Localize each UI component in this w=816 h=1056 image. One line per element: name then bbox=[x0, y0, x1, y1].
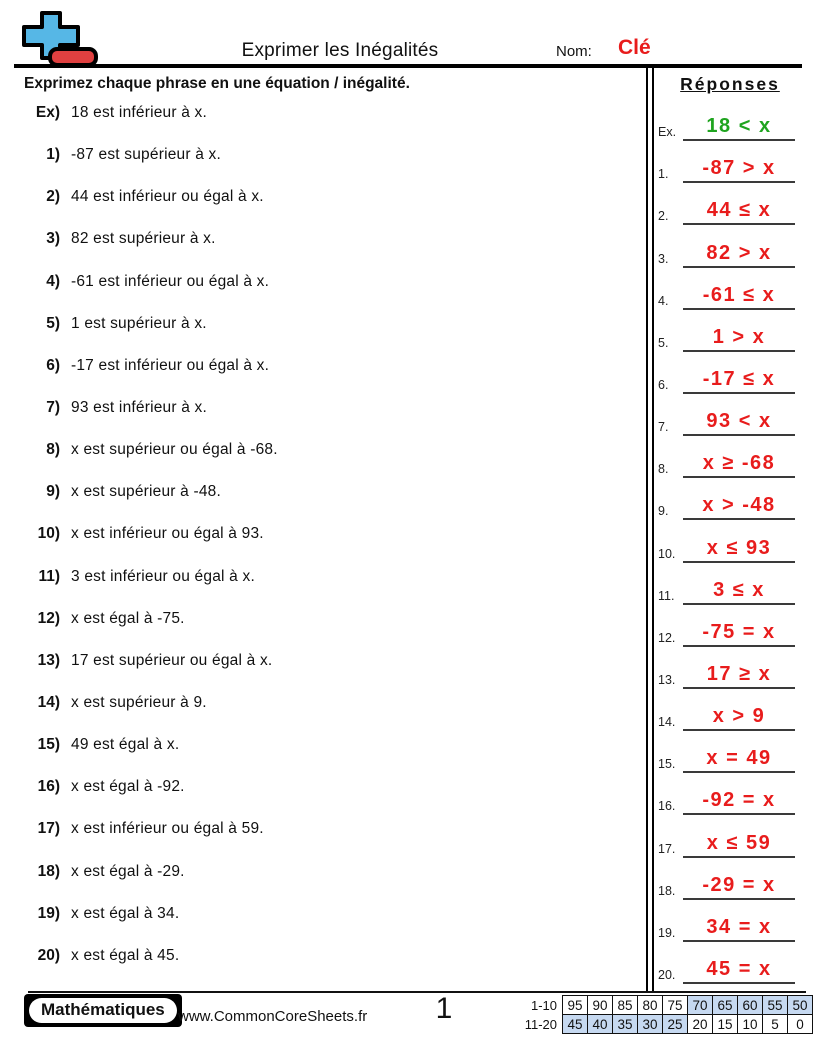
answer-number: 2. bbox=[658, 209, 669, 224]
answer-row bbox=[656, 441, 808, 483]
answer-row bbox=[656, 947, 808, 989]
answer-number: 5. bbox=[658, 335, 669, 350]
problem-row bbox=[22, 568, 632, 610]
answer-row bbox=[656, 652, 808, 694]
problem-row bbox=[22, 863, 632, 905]
problem-row bbox=[22, 652, 632, 694]
answer-number: 15. bbox=[658, 757, 676, 772]
answer-blank-line bbox=[683, 181, 795, 183]
answer-blank-line bbox=[683, 645, 795, 647]
answer-number: 20. bbox=[658, 967, 676, 982]
problem-text: 44 est inférieur ou égal à x. bbox=[71, 188, 264, 206]
answer-blank-line bbox=[683, 982, 795, 984]
answer-number: 8. bbox=[658, 462, 669, 477]
answer-number: 6. bbox=[658, 377, 669, 392]
answer-blank-line bbox=[683, 561, 795, 563]
answer-row bbox=[656, 315, 808, 357]
problem-text: x est égal à 34. bbox=[71, 904, 180, 922]
problem-number: 12) bbox=[37, 609, 60, 627]
problem-text: x est égal à 45. bbox=[71, 946, 180, 964]
problem-number: 8) bbox=[46, 441, 60, 459]
answer-number: 3. bbox=[658, 251, 669, 266]
answer-number: 10. bbox=[658, 546, 676, 561]
score-cell: 65 bbox=[713, 996, 738, 1015]
answer-row bbox=[656, 905, 808, 947]
problem-number: 14) bbox=[37, 693, 60, 711]
problem-text: x est égal à -29. bbox=[71, 862, 185, 880]
answer-value: 44 ≤ x bbox=[706, 199, 772, 222]
problem-text: -61 est inférieur ou égal à x. bbox=[71, 272, 270, 290]
answer-row bbox=[656, 863, 808, 905]
problem-text: 93 est inférieur à x. bbox=[71, 398, 208, 416]
answer-row bbox=[656, 820, 808, 862]
answer-row bbox=[656, 694, 808, 736]
problem-row bbox=[22, 146, 632, 188]
answer-row bbox=[656, 483, 808, 525]
problem-text: x est supérieur ou égal à -68. bbox=[71, 441, 278, 459]
problem-row bbox=[22, 778, 632, 820]
score-row bbox=[512, 996, 813, 1015]
problem-text: -17 est inférieur ou égal à x. bbox=[71, 356, 270, 374]
problem-text: x est supérieur à 9. bbox=[71, 693, 207, 711]
answer-blank-line bbox=[683, 308, 795, 310]
answer-value: 1 > x bbox=[712, 325, 766, 348]
score-cell: 95 bbox=[563, 996, 588, 1015]
score-range-label: 11-20 bbox=[512, 1015, 563, 1034]
problem-row bbox=[22, 230, 632, 272]
answer-blank-line bbox=[683, 603, 795, 605]
problem-text: x est égal à -92. bbox=[71, 778, 185, 796]
problem-number: 7) bbox=[46, 398, 60, 416]
answer-row bbox=[656, 736, 808, 778]
problem-number: 6) bbox=[46, 356, 60, 374]
answer-number: 12. bbox=[658, 630, 676, 645]
answers-column bbox=[656, 104, 808, 989]
answer-row bbox=[656, 399, 808, 441]
answer-number: 18. bbox=[658, 883, 676, 898]
problem-number: 13) bbox=[37, 651, 60, 669]
problem-row bbox=[22, 315, 632, 357]
answer-blank-line bbox=[683, 518, 795, 520]
answer-value: -17 ≤ x bbox=[702, 367, 776, 390]
score-cell: 10 bbox=[738, 1015, 763, 1034]
answer-value: x > 9 bbox=[712, 705, 766, 728]
footer-divider bbox=[28, 991, 806, 993]
answer-value: 82 > x bbox=[706, 241, 772, 264]
answer-value: 17 ≥ x bbox=[706, 662, 772, 685]
score-cell: 25 bbox=[663, 1015, 688, 1034]
problem-row bbox=[22, 820, 632, 862]
problem-text: x est égal à -75. bbox=[71, 609, 185, 627]
problem-text: x est supérieur à -48. bbox=[71, 483, 222, 501]
problem-row bbox=[22, 736, 632, 778]
problem-number: 15) bbox=[37, 736, 60, 754]
answer-row bbox=[656, 146, 808, 188]
answer-row bbox=[656, 188, 808, 230]
problem-number: 2) bbox=[46, 188, 60, 206]
answer-number: 9. bbox=[658, 504, 669, 519]
answer-value: 45 = x bbox=[706, 957, 772, 980]
answer-blank-line bbox=[683, 729, 795, 731]
answer-number: 11. bbox=[658, 588, 675, 603]
score-cell: 90 bbox=[588, 996, 613, 1015]
header-divider bbox=[14, 64, 802, 68]
score-cell: 60 bbox=[738, 996, 763, 1015]
answer-value: -92 = x bbox=[702, 789, 776, 812]
problem-text: 18 est inférieur à x. bbox=[71, 104, 208, 121]
problem-number: 19) bbox=[37, 904, 60, 922]
problem-number: 3) bbox=[46, 230, 60, 248]
answer-row bbox=[656, 778, 808, 820]
problem-row bbox=[22, 104, 632, 146]
answer-row bbox=[656, 568, 808, 610]
score-cell: 35 bbox=[613, 1015, 638, 1034]
problems-column bbox=[22, 104, 632, 989]
problem-number: 16) bbox=[37, 778, 60, 796]
problem-row bbox=[22, 188, 632, 230]
score-cell: 80 bbox=[638, 996, 663, 1015]
problem-row bbox=[22, 357, 632, 399]
score-cell: 75 bbox=[663, 996, 688, 1015]
problem-text: 82 est supérieur à x. bbox=[71, 230, 216, 248]
score-range-label: 1-10 bbox=[512, 996, 563, 1015]
answer-blank-line bbox=[683, 392, 795, 394]
page-title: Exprimer les Inégalités bbox=[241, 40, 439, 61]
score-cell: 15 bbox=[713, 1015, 738, 1034]
answer-blank-line bbox=[683, 434, 795, 436]
website-link[interactable]: www.CommonCoreSheets.fr bbox=[178, 1008, 368, 1025]
answer-value: x > -48 bbox=[702, 494, 776, 517]
answer-blank-line bbox=[683, 771, 795, 773]
answer-row bbox=[656, 610, 808, 652]
answer-blank-line bbox=[683, 813, 795, 815]
answer-value: x ≤ 59 bbox=[706, 831, 772, 854]
problem-number: 1) bbox=[46, 146, 60, 164]
problem-number: 10) bbox=[37, 525, 60, 543]
answer-number: 7. bbox=[658, 420, 669, 435]
answer-value: x ≥ -68 bbox=[702, 452, 776, 475]
problem-number: 17) bbox=[37, 820, 60, 838]
problem-text: 49 est égal à x. bbox=[71, 736, 180, 754]
problem-text: x est inférieur ou égal à 93. bbox=[71, 525, 264, 543]
answer-value: 93 < x bbox=[706, 410, 772, 433]
score-cell: 50 bbox=[788, 996, 813, 1015]
answer-blank-line bbox=[683, 139, 795, 141]
answer-number: 13. bbox=[658, 672, 676, 687]
problem-row bbox=[22, 525, 632, 567]
answer-row bbox=[656, 273, 808, 315]
answer-blank-line bbox=[683, 940, 795, 942]
problem-number: 11) bbox=[38, 567, 60, 585]
answer-blank-line bbox=[683, 266, 795, 268]
answers-header: Réponses bbox=[680, 74, 780, 94]
score-cell: 30 bbox=[638, 1015, 663, 1034]
problem-text: 1 est supérieur à x. bbox=[71, 314, 207, 332]
answer-value: -29 = x bbox=[702, 873, 776, 896]
answer-number: 17. bbox=[658, 841, 676, 856]
problem-row bbox=[22, 905, 632, 947]
problem-number: 5) bbox=[46, 314, 60, 332]
answer-blank-line bbox=[683, 856, 795, 858]
answer-value: -75 = x bbox=[702, 620, 776, 643]
answer-row bbox=[656, 357, 808, 399]
answer-number: 14. bbox=[658, 715, 676, 730]
score-cell: 40 bbox=[588, 1015, 613, 1034]
answer-value: x = 49 bbox=[706, 747, 772, 770]
answer-value: 18 < x bbox=[706, 115, 772, 138]
answer-number: 4. bbox=[658, 293, 669, 308]
problem-number: 18) bbox=[37, 862, 60, 880]
answer-row bbox=[656, 230, 808, 272]
brand-badge bbox=[24, 994, 182, 1027]
problem-row bbox=[22, 610, 632, 652]
score-cell: 70 bbox=[688, 996, 713, 1015]
page-number: 1 bbox=[435, 992, 453, 1025]
problem-row bbox=[22, 694, 632, 736]
plus-minus-icon bbox=[16, 10, 100, 68]
answer-value: 3 ≤ x bbox=[713, 578, 765, 601]
answer-blank-line bbox=[683, 898, 795, 900]
answer-key-label: Clé bbox=[618, 36, 651, 59]
answer-row bbox=[656, 525, 808, 567]
problem-row bbox=[22, 273, 632, 315]
problem-row bbox=[22, 441, 632, 483]
answer-number: Ex. bbox=[658, 125, 677, 140]
problem-row bbox=[22, 947, 632, 989]
problem-number: Ex) bbox=[35, 104, 60, 121]
answer-value: 34 = x bbox=[706, 915, 772, 938]
score-cell: 45 bbox=[563, 1015, 588, 1034]
answer-blank-line bbox=[683, 350, 795, 352]
column-separator bbox=[646, 68, 654, 992]
score-cell: 85 bbox=[613, 996, 638, 1015]
instruction-text: Exprimez chaque phrase en une équation / inégalité. bbox=[24, 75, 410, 92]
answer-value: -61 ≤ x bbox=[702, 283, 776, 306]
problem-number: 20) bbox=[37, 946, 60, 964]
answer-blank-line bbox=[683, 223, 795, 225]
answer-value: x ≤ 93 bbox=[706, 536, 772, 559]
problem-text: 17 est supérieur ou égal à x. bbox=[71, 651, 273, 669]
problem-row bbox=[22, 483, 632, 525]
score-grid bbox=[512, 995, 813, 1034]
score-cell: 0 bbox=[788, 1015, 813, 1034]
answer-blank-line bbox=[683, 476, 795, 478]
score-row bbox=[512, 1015, 813, 1034]
answer-blank-line bbox=[683, 687, 795, 689]
score-cell: 55 bbox=[763, 996, 788, 1015]
name-label: Nom: bbox=[556, 43, 592, 60]
score-cell: 5 bbox=[763, 1015, 788, 1034]
problem-number: 9) bbox=[46, 483, 60, 501]
answer-row bbox=[656, 104, 808, 146]
problem-text: 3 est inférieur ou égal à x. bbox=[71, 567, 255, 585]
brand-label: Mathématiques bbox=[29, 998, 177, 1023]
problem-number: 4) bbox=[46, 272, 60, 290]
problem-text: -87 est supérieur à x. bbox=[71, 146, 222, 164]
score-cell: 20 bbox=[688, 1015, 713, 1034]
answer-value: -87 > x bbox=[702, 157, 776, 180]
answer-number: 16. bbox=[658, 799, 676, 814]
problem-text: x est inférieur ou égal à 59. bbox=[71, 820, 264, 838]
answer-number: 1. bbox=[658, 167, 669, 182]
problem-row bbox=[22, 399, 632, 441]
answer-number: 19. bbox=[658, 925, 676, 940]
